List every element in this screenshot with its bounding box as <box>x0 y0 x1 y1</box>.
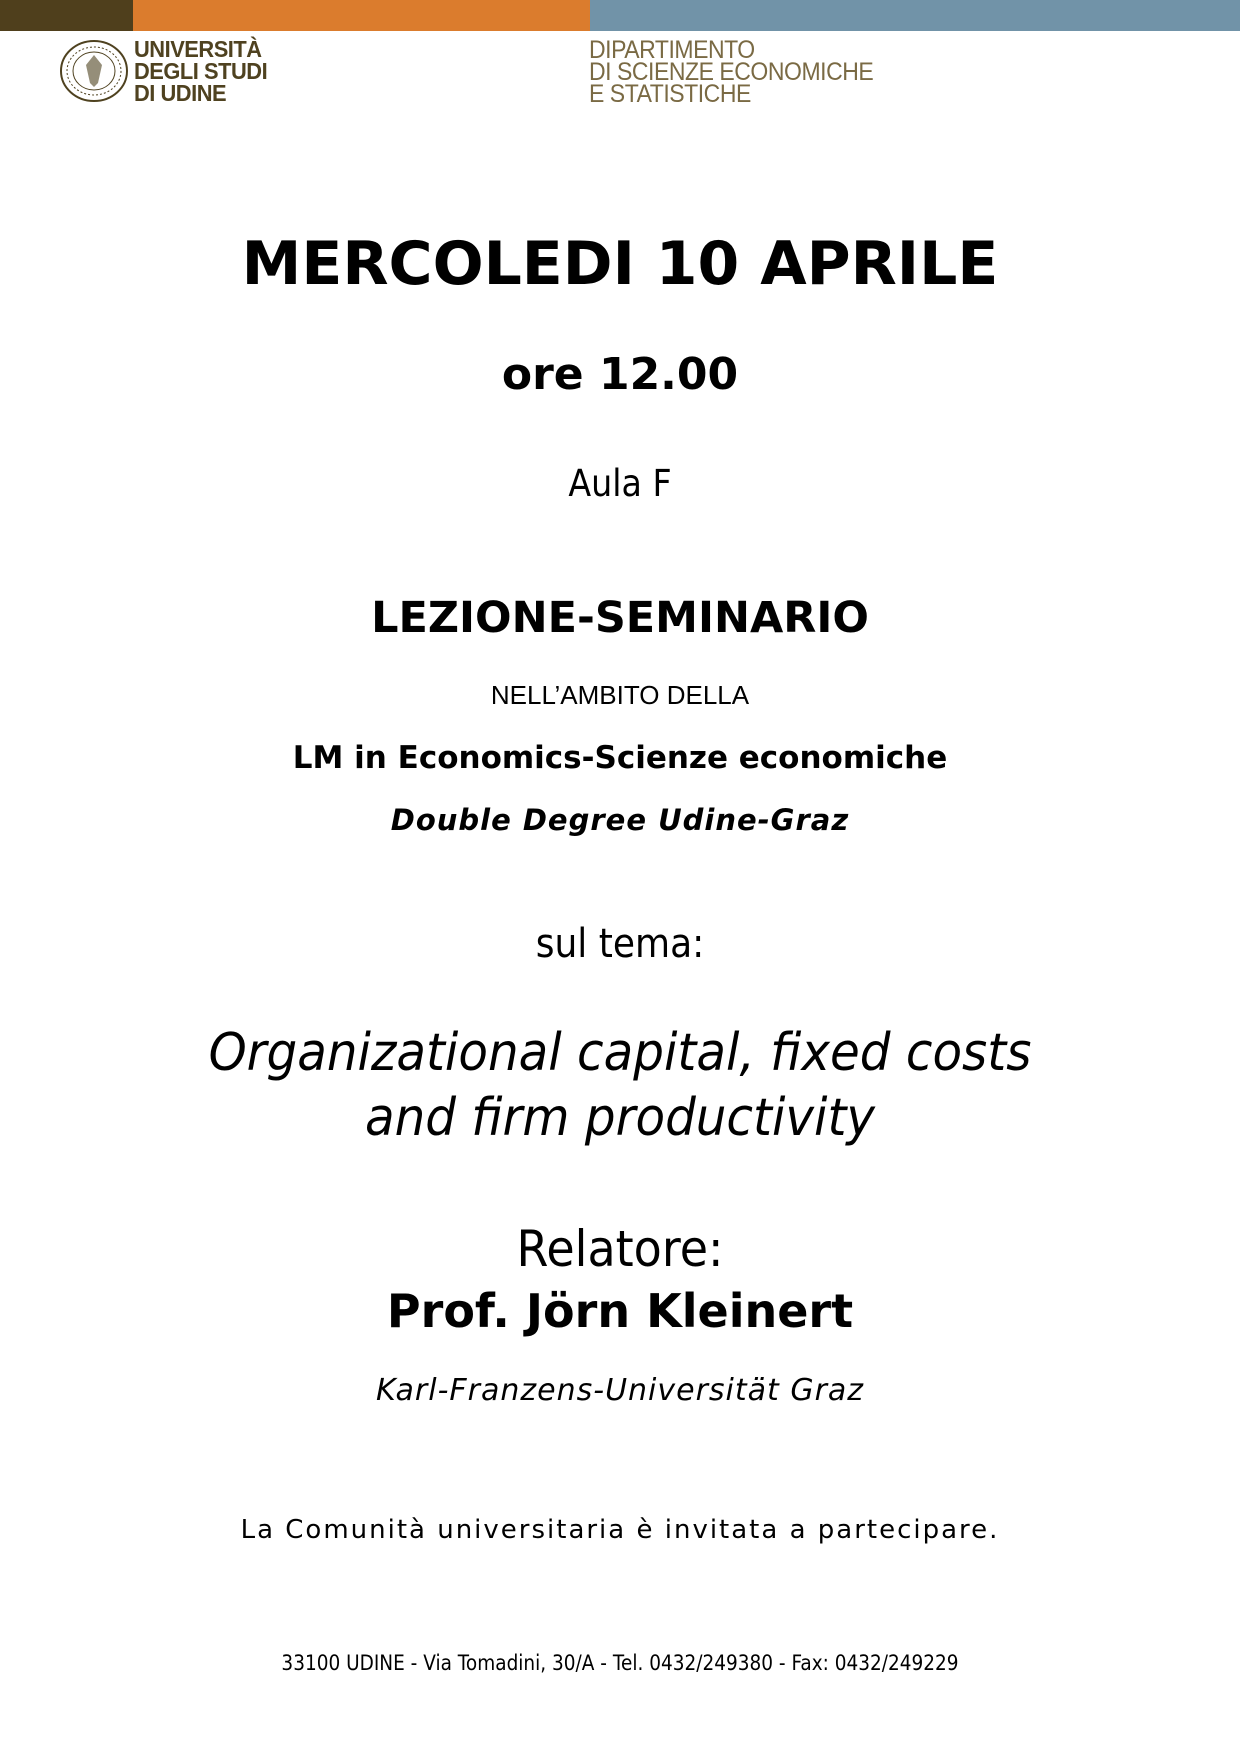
topic-label: sul tema: <box>535 921 705 967</box>
event-date: MERCOLEDI 10 APRILE <box>241 229 999 299</box>
department-name <box>589 36 874 108</box>
event-time: ore 12.00 <box>501 349 739 400</box>
department-line: DI SCIENZE ECONOMICHE <box>589 58 874 86</box>
topic-title-line-1: Organizational capital, fixed costs <box>208 1023 1032 1083</box>
speaker-label: Relatore: <box>516 1220 724 1278</box>
topic-title-line-2: and firm productivity <box>364 1088 876 1148</box>
header-bar-orange <box>133 0 590 31</box>
university-name <box>134 38 267 104</box>
university-line: DI UDINE <box>134 80 227 106</box>
speaker-name: Prof. Jörn Kleinert <box>386 1284 854 1338</box>
event-degree: Double Degree Udine-Graz <box>390 803 850 837</box>
university-seal-icon <box>58 39 130 103</box>
speaker-affiliation: Karl-Franzens-Universität Graz <box>375 1373 865 1408</box>
event-room: Aula F <box>568 462 672 505</box>
event-type: LEZIONE-SEMINARIO <box>371 593 869 643</box>
university-line: DEGLI STUDI <box>134 58 268 84</box>
header-bar-brown <box>0 0 133 31</box>
event-program: LM in Economics-Scienze economiche <box>292 740 948 776</box>
department-line: DIPARTIMENTO <box>589 36 755 64</box>
footer-address: 33100 UDINE - Via Tomadini, 30/A - Tel. 0432/249380 - Fax: 0432/249229 <box>281 1651 959 1675</box>
header-bar-blue <box>590 0 1240 31</box>
university-line: UNIVERSITÀ <box>134 36 262 62</box>
invitation-text: La Comunità universitaria è invitata a partecipare. <box>240 1515 1000 1545</box>
department-line: E STATISTICHE <box>589 80 751 108</box>
event-context: NELL’AMBITO DELLA <box>490 680 750 710</box>
